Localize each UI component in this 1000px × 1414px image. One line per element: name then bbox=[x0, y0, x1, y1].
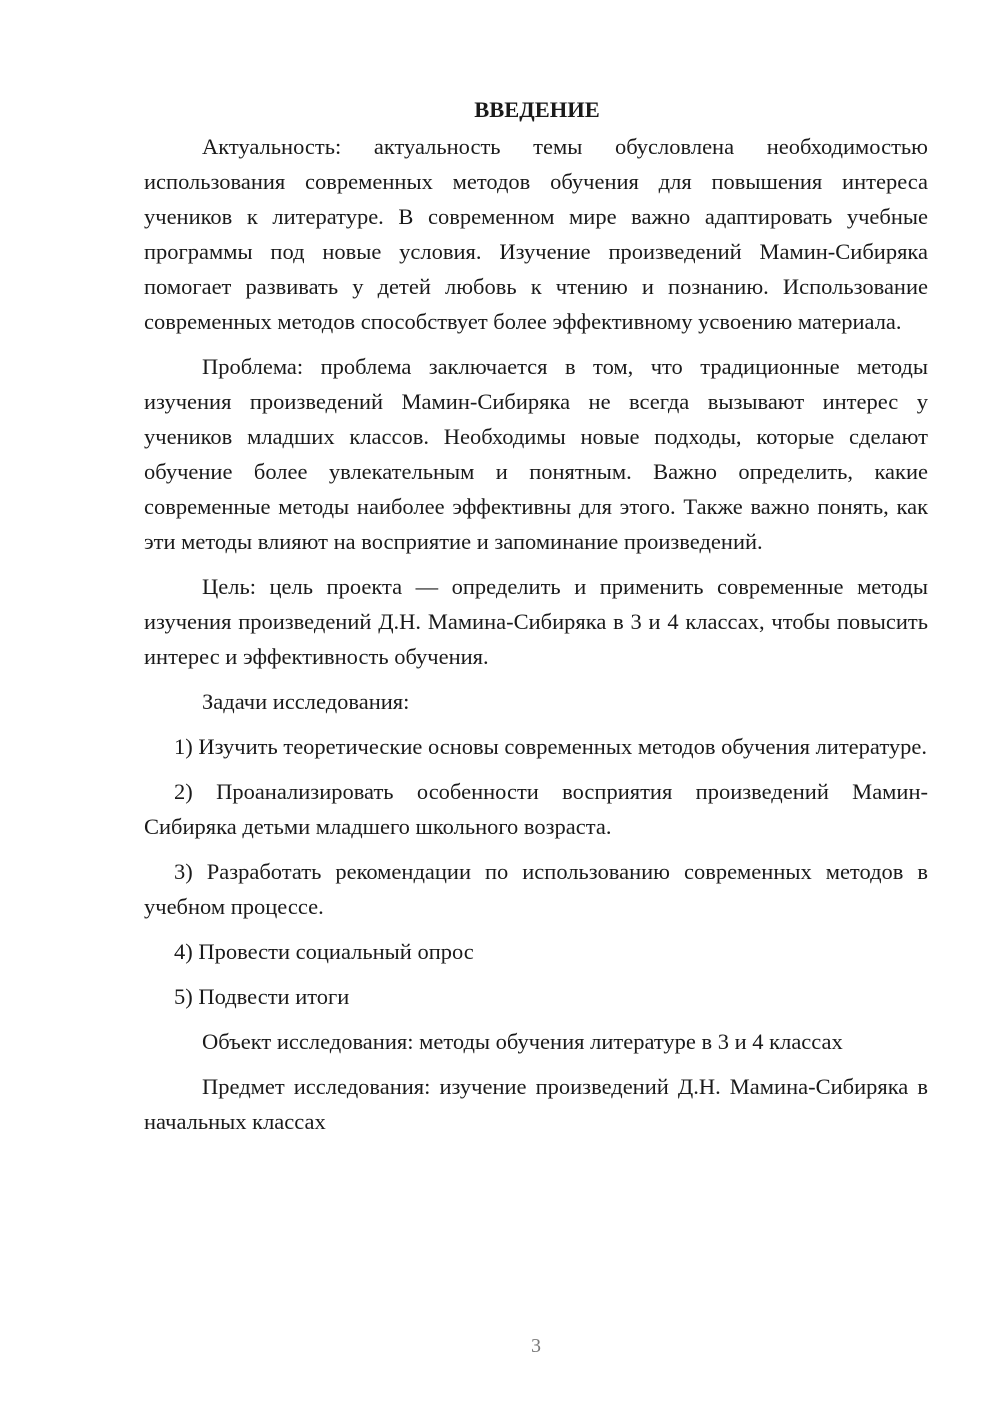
section-heading: ВВЕДЕНИЕ bbox=[474, 97, 600, 122]
problem-paragraph: Проблема: проблема заключается в том, что традиционные методы изучения произведений Мамин-Сибиряка не всегда вызывают интерес у учеников младших классов. Необходимы новые подходы, которые сделают обучение более увлекательным и понятным. Важно определить, какие современные методы наиболее эффективны для этого. Также важно понять, как эти методы влияют на восприятие и запоминание произведений. bbox=[144, 354, 928, 554]
task-item-1: 1) Изучить теоретические основы современных методов обучения литературе. bbox=[174, 734, 927, 759]
goal-paragraph: Цель: цель проекта — определить и применить современные методы изучения произведений Д.Н. Мамина-Сибиряка в 3 и 4 классах, чтобы повысить интерес и эффективность обучения. bbox=[144, 574, 928, 669]
task-item-4: 4) Провести социальный опрос bbox=[174, 939, 474, 964]
relevance-paragraph: Актуальность: актуальность темы обусловлена необходимостью использования современных методов обучения для повышения интереса учеников к литературе. В современном мире важно адаптировать учебные программы под новые условия. Изучение произведений Мамин-Сибиряка помогает развивать у детей любовь к чтению и познанию. Использование современных методов способствует более эффективному усвоению материала. bbox=[144, 134, 928, 334]
task-item-2: 2) Проанализировать особенности восприятия произведений Мамин-Сибиряка детьми младшего школьного возраста. bbox=[144, 779, 928, 839]
document-page bbox=[144, 92, 928, 1139]
task-item-5: 5) Подвести итоги bbox=[174, 984, 350, 1009]
research-subject-paragraph: Предмет исследования: изучение произведений Д.Н. Мамина-Сибиряка в начальных классах bbox=[144, 1074, 928, 1134]
tasks-title: Задачи исследования: bbox=[202, 689, 410, 714]
research-object-paragraph: Объект исследования: методы обучения литературе в 3 и 4 классах bbox=[202, 1029, 843, 1054]
page-number: 3 bbox=[531, 1335, 541, 1357]
task-item-3: 3) Разработать рекомендации по использованию современных методов в учебном процессе. bbox=[144, 859, 928, 919]
